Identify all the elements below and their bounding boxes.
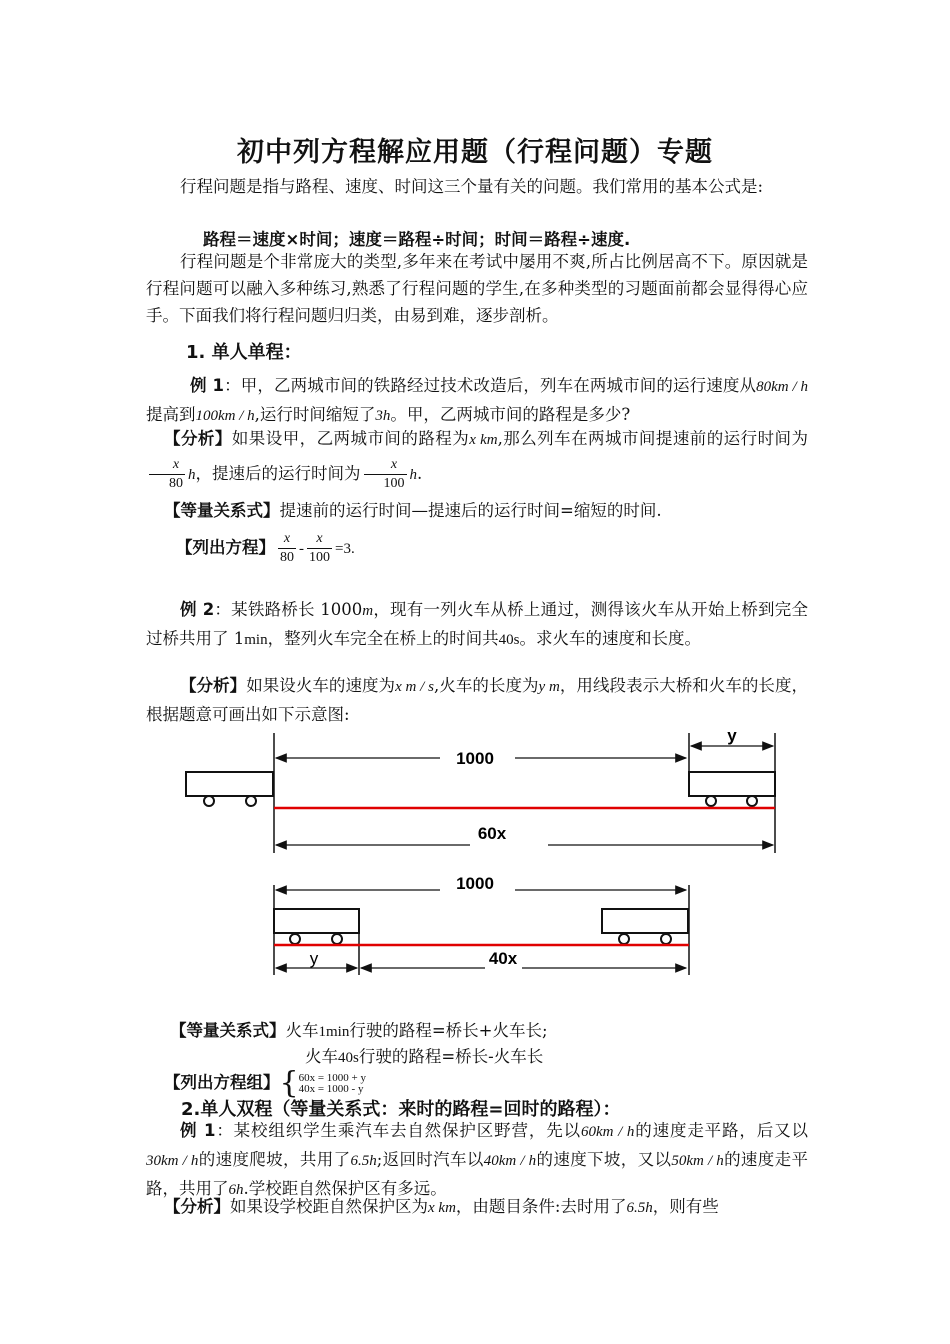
section-heading-1: 1. 单人单程： bbox=[186, 342, 302, 363]
page-title: 初中列方程解应用题（行程问题）专题 bbox=[237, 137, 713, 168]
bridge-label-2: 1000 bbox=[456, 874, 494, 893]
distance-label-2: 40x bbox=[488, 949, 518, 968]
intro-paragraph-2: 行程问题是个非常庞大的类型,多年来在考试中屡用不爽,所占比例居高不下。原因就是行程问题可以融入多种练习,熟悉了行程问题的学生,在多种类型的习题面前都会显得得心应手。下面我们将行程问题归归类，由易到难，逐步剖析。 bbox=[146, 252, 808, 325]
example-2-relation-1: 【等量关系式】火车1min行驶的路程=桥长+火车长; bbox=[170, 1021, 548, 1040]
section-heading-2: 2.单人双程（等量关系式：来时的路程=回时的路程）： bbox=[181, 1099, 621, 1120]
example-1-analysis: 【分析】如果设甲，乙两城市间的路程为x km,那么列车在两城市间提速前的运行时间为 $\frac{x}{80}$ h，提速后的运行时间为 $\frac{x}{100}$ h. bbox=[146, 423, 808, 493]
bridge-label-1: 1000 bbox=[456, 749, 494, 768]
fraction-x-over-80: $\frac{x}{80}$ bbox=[149, 456, 185, 493]
example-1-equation: 【列出方程】 $\frac{x}{80}$ - $\frac{x}{100}$ =3. bbox=[176, 531, 355, 565]
train-length-label-1: y bbox=[727, 726, 737, 745]
example-3-analysis: 【分析】如果设学校距自然保护区为x km，由题目条件:去时用了6.5h，则有些 bbox=[164, 1197, 719, 1216]
basic-formula: 路程＝速度×时间；速度＝路程÷时间；时间＝路程÷速度. bbox=[203, 230, 631, 249]
train-left-1 bbox=[186, 772, 273, 806]
example-2-analysis: 【分析】如果设火车的速度为x m / s,火车的长度为y m，用线段表示大桥和火车的长度，根据题意可画出如下示意图: bbox=[146, 676, 809, 724]
example-2-question: 例 2：某铁路桥长 1000m，现有一列火车从桥上通过，测得该火车从开始上桥到完全过桥共用了 1min，整列火车完全在桥上的时间共40s。求火车的速度和长度。 bbox=[146, 600, 808, 648]
train-left-2 bbox=[274, 909, 359, 944]
example-2-relation-2: 火车40s行驶的路程=桥长-火车长 bbox=[305, 1047, 544, 1066]
example-1-relation: 【等量关系式】提速前的运行时间—提速后的运行时间=缩短的时间. bbox=[164, 501, 662, 520]
train-length-label-2: y bbox=[309, 949, 319, 968]
train-right-1 bbox=[689, 772, 775, 806]
example-1-question: 例 1：甲，乙两城市间的铁路经过技术改造后，列车在两城市间的运行速度从80km / h提高到100km / h,运行时间缩短了3h。甲，乙两城市间的路程是多少? bbox=[146, 376, 809, 424]
train-right-2 bbox=[602, 909, 688, 944]
intro-paragraph: 行程问题是指与路程、速度、时间这三个量有关的问题。我们常用的基本公式是: bbox=[180, 177, 764, 196]
example-3-question: 例 1：某校组织学生乘汽车去自然保护区野营，先以60km / h的速度走平路，后又以30km / h的速度爬坡，共用了6.5h;返回时汽车以40km / h的速度下坡，又以50km / h的速度走平路，共用了6h.学校距自然保护区有多远。 bbox=[146, 1121, 808, 1198]
distance-label-1: 60x bbox=[477, 824, 507, 843]
example-2-system: 【列出方程组】{ 60x = 1000 + y 40x = 1000 - y bbox=[164, 1065, 367, 1101]
fraction-x-over-100: $\frac{x}{100}$ bbox=[364, 456, 407, 493]
